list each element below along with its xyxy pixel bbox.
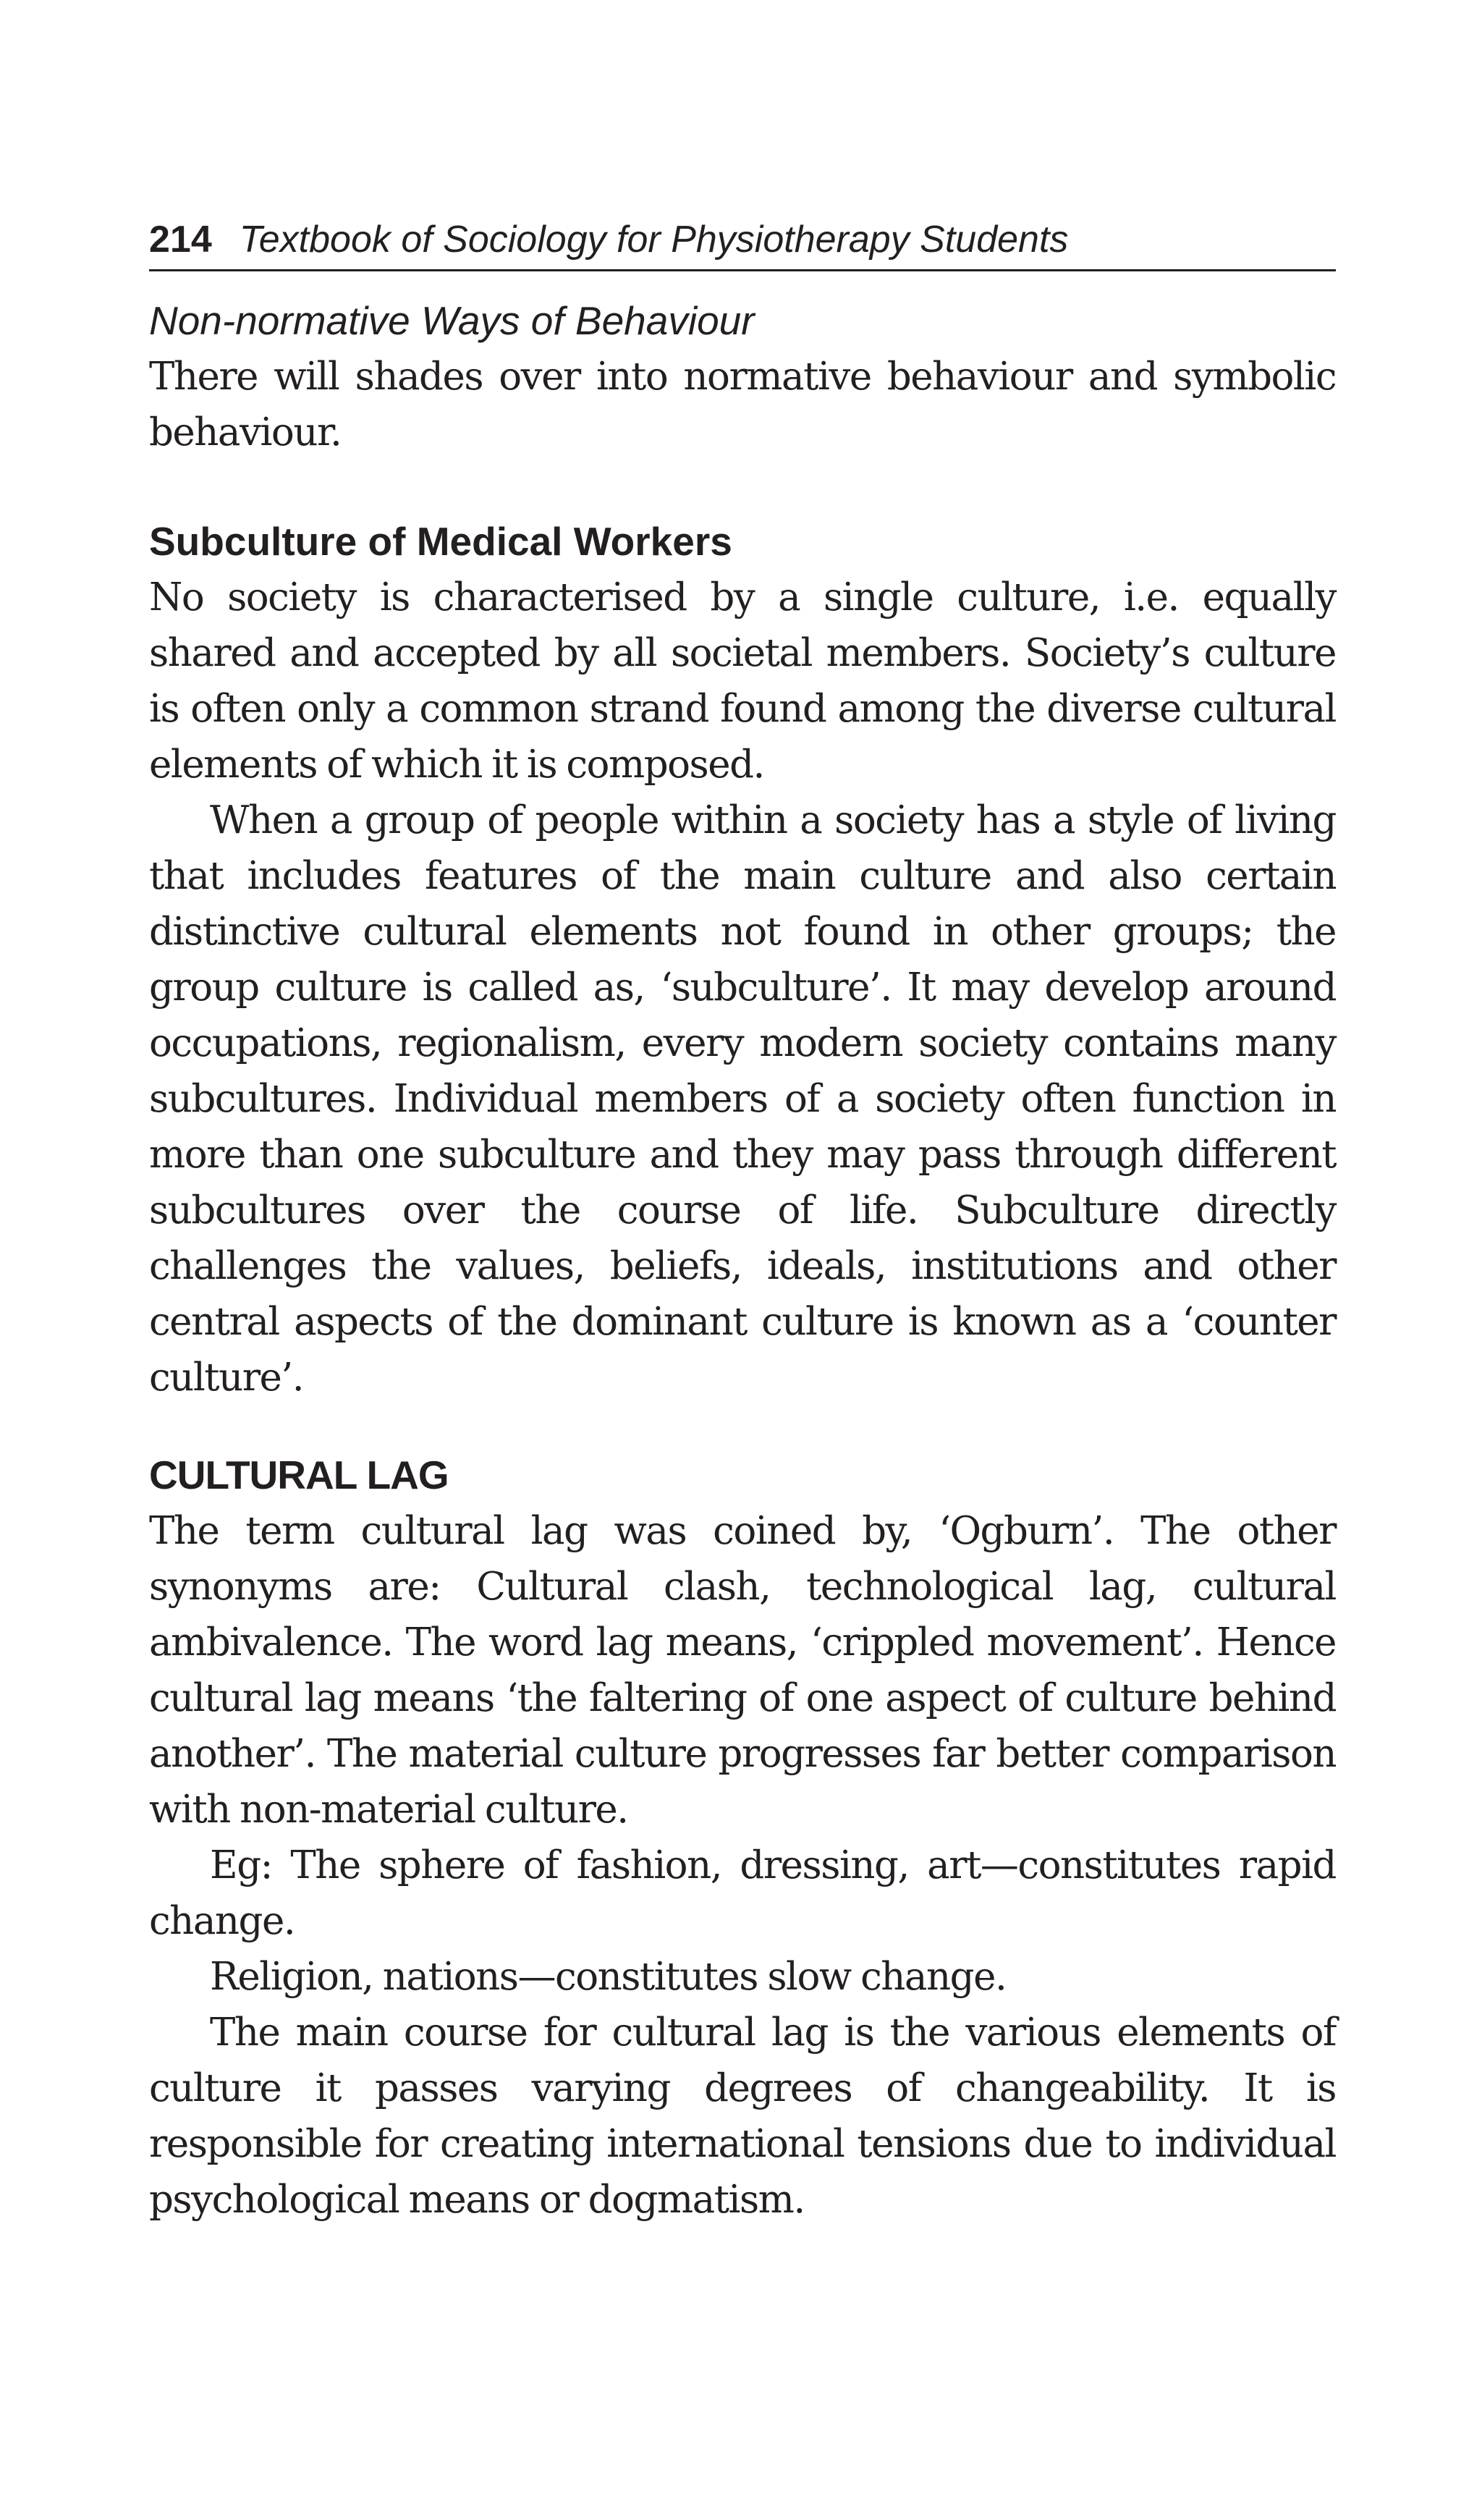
paragraph-cultural-lag-example-fast: Eg: The sphere of fashion, dressing, art—constitutes rapid change. xyxy=(149,1843,1336,1943)
running-head xyxy=(149,210,1336,271)
section-heading-cultural-lag: CULTURAL LAG xyxy=(149,1453,449,1497)
paragraph-subculture-1: No society is characterised by a single culture, i.e. equally shared and accepted by all societal members. Society’s culture is often only a common strand found among the diverse cultural elements of which it is composed. xyxy=(149,575,1336,787)
section-heading-non-normative: Non-normative Ways of Behaviour xyxy=(149,298,755,343)
paragraph-cultural-lag-1: The term cultural lag was coined by, ‘Ogburn’. The other synonyms are: Cultural clash, technological lag, cultural ambivalence. The word lag means, ‘crippled movement’. Hence cultural lag means ‘the faltering of one aspect of culture behind another’. The material culture progresses far better comparison with non-material culture. xyxy=(149,1509,1336,1832)
page-number: 214 xyxy=(149,219,212,261)
paragraph-non-normative: There will shades over into normative behaviour and symbolic behaviour. xyxy=(149,355,1336,454)
paragraph-cultural-lag-example-slow: Religion, nations—constitutes slow change. xyxy=(210,1955,1007,1999)
book-page xyxy=(149,210,1336,2228)
section-heading-subculture: Subculture of Medical Workers xyxy=(149,519,732,564)
book-title: Textbook of Sociology for Physiotherapy Students xyxy=(239,219,1069,261)
paragraph-cultural-lag-cause: The main course for cultural lag is the various elements of culture it passes varying degrees of changeability. It is responsible for creating international tensions due to individual psychological means or dogmatism. xyxy=(149,2010,1336,2222)
paragraph-subculture-2: When a group of people within a society has a style of living that includes features of the main culture and also certain distinctive cultural elements not found in other groups; the group culture is called as, ‘subculture’. It may develop around occupations, regionalism, every modern society contains many subcultures. Individual members of a society often function in more than one subculture and they may pass through different subcultures over the course of life. Subculture directly challenges the values, beliefs, ideals, institutions and other central aspects of the dominant culture is known as a ‘counter culture’. xyxy=(149,798,1336,1400)
